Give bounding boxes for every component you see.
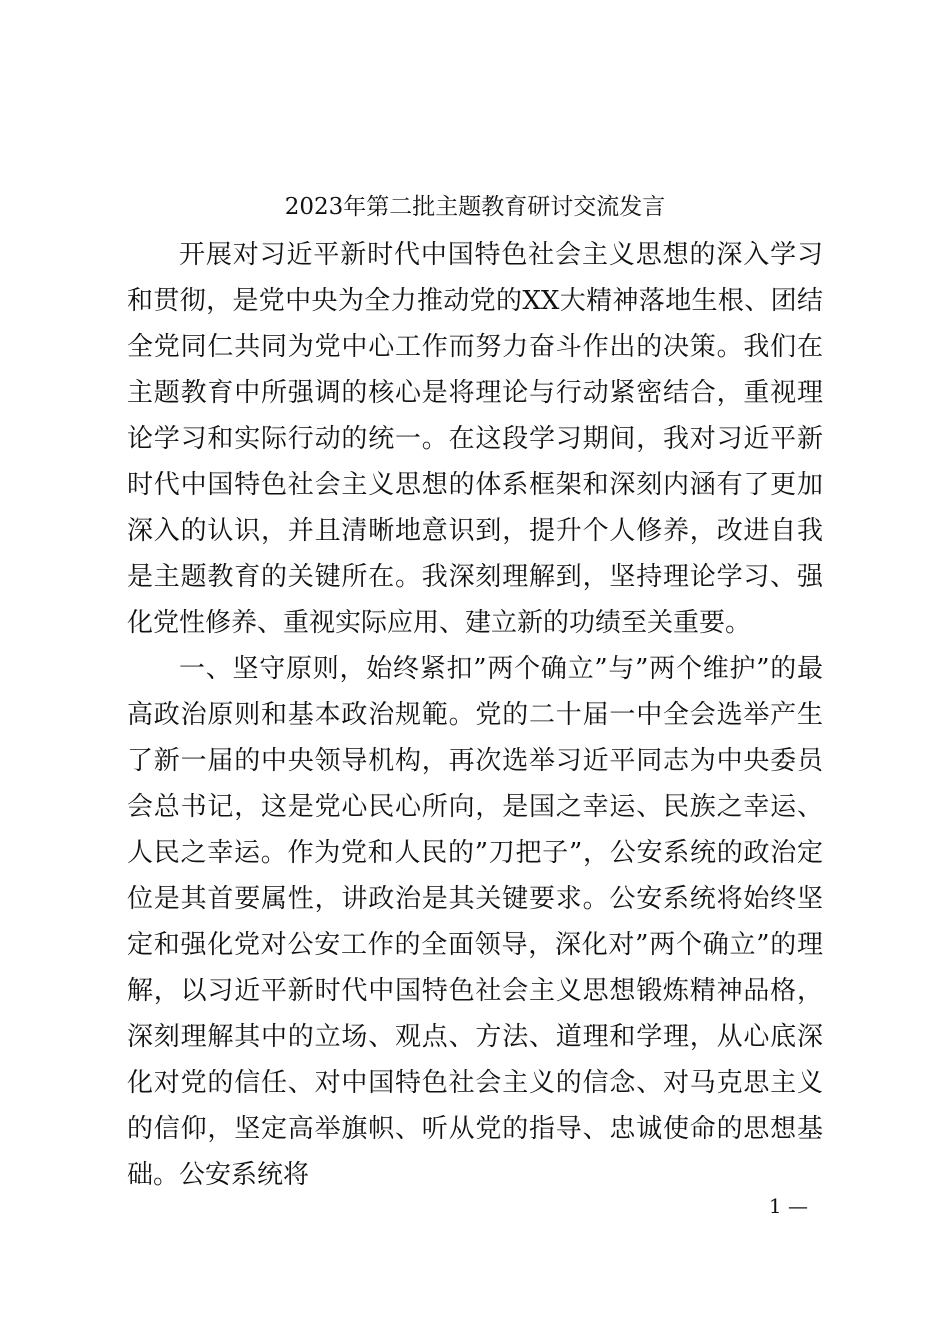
page-number: 1 — <box>768 1194 808 1218</box>
paragraph-intro: 开展对习近平新时代中国特色社会主义思想的深入学习和贯彻，是党中央为全力推动党的XX大精神落地生根、团结全党同仁共同为党中心工作而努力奋斗作出的决策。我们在主题教育中所强调的核心是将理论与行动紧密结合，重视理论学习和实际行动的统一。在这段学习期间，我对习近平新时代中国特色社会主义思想的体系框架和深刻内涵有了更加深入的认识，并且清晰地意识到，提升个人修养，改进自我是主题教育的关键所在。我深刻理解到，坚持理论学习、强化党性修养、重视实际应用、建立新的功绩至关重要。 <box>127 240 823 638</box>
paragraph-section-one: 一、坚守原则，始终紧扣”两个确立”与”两个维护”的最高政治原则和基本政治规範。党的二十届一中全会选举产生了新一届的中央领导机构，再次选举习近平同志为中央委员会总书记，这是党心民心所向，是国之幸运、民族之幸运、人民之幸运。作为党和人民的”刀把子”，公安系统的政治定位是其首要属性，讲政治是其关键要求。公安系统将始终坚定和强化党对公安工作的全面领导，深化对”两个确立”的理解，以习近平新时代中国特色社会主义思想锻炼精神品格，深刻理解其中的立场、观点、方法、道理和学理，从心底深化对党的信任、对中国特色社会主义的信念、对马克思主义的信仰，坚定高举旗帜、听从党的指导、忠诚使命的思想基础。公安系统将 <box>127 654 823 1190</box>
document-body <box>127 232 823 1198</box>
document-title: 2023年第二批主题教育研讨交流发言 <box>284 194 666 220</box>
